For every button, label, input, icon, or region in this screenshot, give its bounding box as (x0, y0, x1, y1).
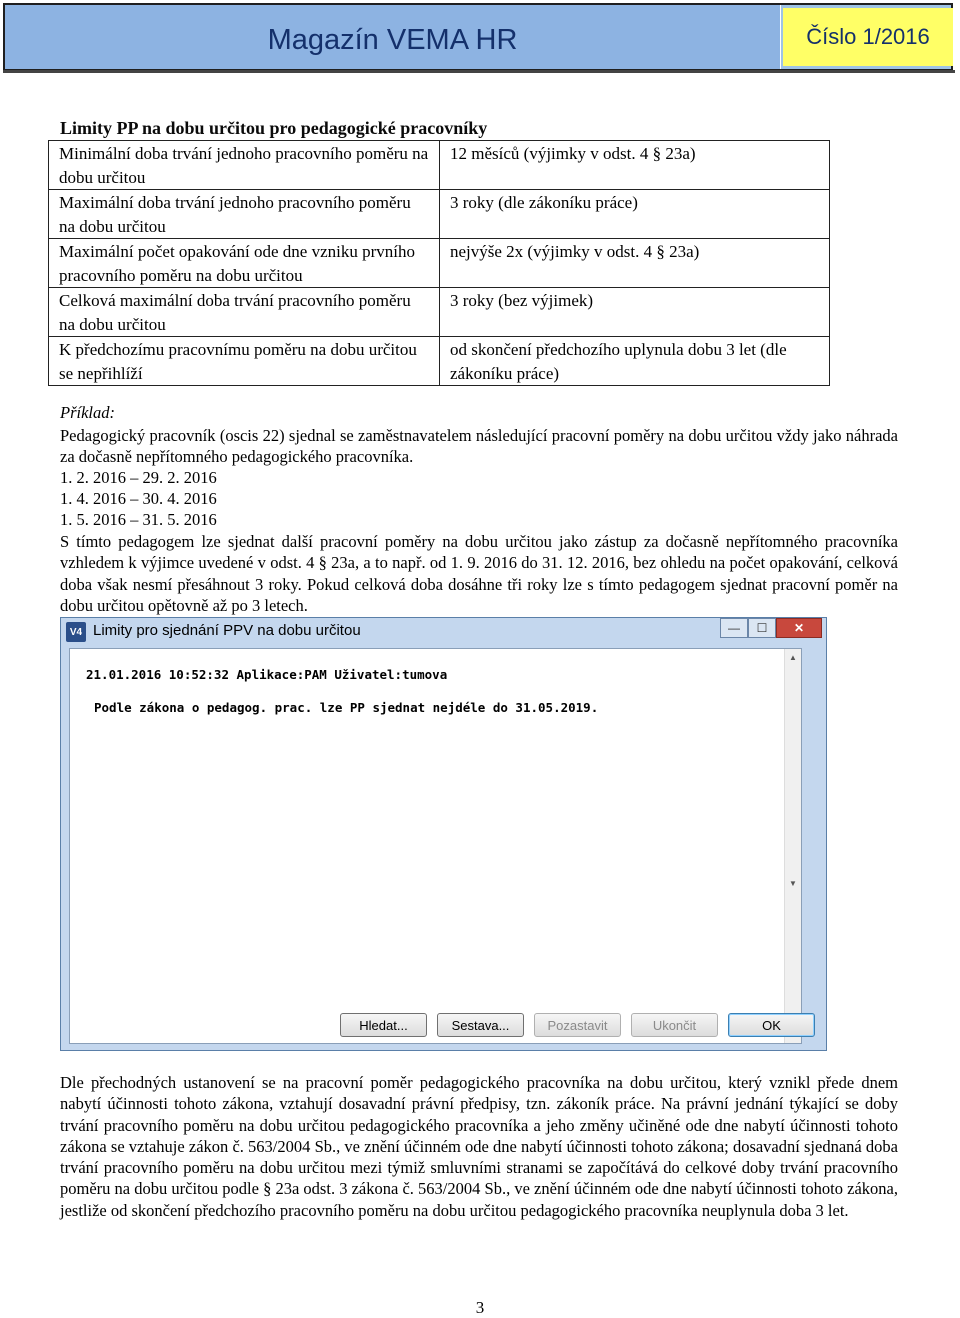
row-value: nejvýše 2x (výjimky v odst. 4 § 23a) (440, 239, 830, 288)
section-heading: Limity PP na dobu určitou pro pedagogické pracovníky (60, 118, 488, 138)
row-label: K předchozímu pracovnímu poměru na dobu určitou se nepřihlíží (49, 337, 440, 386)
limits-dialog (60, 617, 827, 1051)
minimize-button[interactable]: — (720, 618, 748, 638)
row-value: 12 měsíců (výjimky v odst. 4 § 23a) (440, 141, 830, 190)
limits-table (48, 140, 830, 386)
close-button[interactable]: ✕ (776, 618, 822, 638)
dialog-content (69, 648, 802, 1044)
row-label: Maximální počet opakování ode dne vzniku prvního pracovního poměru na dobu určitou (49, 239, 440, 288)
table-row (49, 190, 830, 239)
dialog-titlebar[interactable] (61, 618, 826, 646)
pause-button[interactable]: Pozastavit (534, 1013, 621, 1037)
vertical-scrollbar[interactable] (784, 649, 801, 1043)
row-value: 3 roky (bez výjimek) (440, 288, 830, 337)
table-row (49, 288, 830, 337)
period-line: 1. 2. 2016 – 29. 2. 2016 (60, 468, 217, 487)
row-value: od skončení předchozího uplynula dobu 3 let (dle zákoníku práce) (440, 337, 830, 386)
maximize-button[interactable]: ☐ (748, 618, 776, 638)
table-row (49, 337, 830, 386)
period-line: 1. 5. 2016 – 31. 5. 2016 (60, 510, 217, 529)
ok-button[interactable]: OK (728, 1013, 815, 1037)
find-button[interactable]: Hledat... (340, 1013, 427, 1037)
app-icon: V4 (66, 622, 86, 642)
status-line: 21.01.2016 10:52:32 Aplikace:PAM Uživatel:tumova (86, 667, 448, 682)
dialog-buttons (340, 1013, 815, 1037)
quit-button[interactable]: Ukončit (631, 1013, 718, 1037)
limit-message: Podle zákona o pedagog. prac. lze PP sjednat nejdéle do 31.05.2019. (94, 700, 599, 715)
dialog-title: Limity pro sjednání PPV na dobu určitou (93, 622, 361, 639)
report-button[interactable]: Sestava... (437, 1013, 524, 1037)
header-shadow (3, 70, 955, 73)
magazine-title: Magazín VEMA HR (5, 5, 781, 69)
issue-number: Číslo 1/2016 (783, 8, 953, 66)
scroll-up-icon[interactable]: ▲ (789, 653, 797, 662)
window-controls (720, 618, 822, 638)
page-number: 3 (475, 1298, 485, 1317)
example-intro: Pedagogický pracovník (oscis 22) sjednal se zaměstnavatelem následující pracovní poměry na dobu určitou vždy jako náhrada za dočasně nepřítomného pedagogického pracovníka. (60, 426, 898, 467)
table-row (49, 141, 830, 190)
magazine-header (3, 3, 953, 71)
row-label: Maximální doba trvání jednoho pracovního poměru na dobu určitou (49, 190, 440, 239)
example-conclusion: S tímto pedagogem lze sjednat další pracovní poměry na dobu určitou jako zástup za dočasně nepřítomného pracovníka vzhledem k výjimce uvedené v odst. 4 § 23a, a to např. od 1. 9. 2016 do 31. 12. 2016, bez ohledu na počet opakování, celková doba však nesmí přesáhnout 3 roky. Pokud celková doba dosáhne tři roky lze s tímto pedagogem sjednat pracovní poměr na dobu určitou opětovně až po 3 letech. (60, 532, 898, 615)
closing-paragraph: Dle přechodných ustanovení se na pracovní poměr pedagogického pracovníka na dobu určitou, který vznikl přede dnem nabytí účinnosti tohoto zákona, vztahují dosavadní právní předpisy, tzn. zákoník práce. Na právní jednání týkající se doby trvání pracovního poměru na dobu určitou pedagogického pracovníka a jeho změny učiněné ode dne nabytí účinnosti tohoto zákona se vztahuje zákon č. 563/2004 Sb., ve znění účinném ode dne nabytí účinnosti tohoto zákona; dosavadní sjednaná doba trvání pracovního poměru na dobu určitou mezi týmiž smluvními stranami se započítává do celkové doby trvání pracovního poměru na dobu určitou podle § 23a odst. 3 zákona č. 563/2004 Sb., ve znění účinném ode dne nabytí účinnosti tohoto zákona, jestliže od skončení předchozího pracovního poměru na dobu určitou pedagogického pracovníka neuplynula doba 3 let. (60, 1073, 898, 1220)
table-row (49, 239, 830, 288)
row-label: Minimální doba trvání jednoho pracovního poměru na dobu určitou (49, 141, 440, 190)
row-label: Celková maximální doba trvání pracovního poměru na dobu určitou (49, 288, 440, 337)
scroll-down-icon[interactable]: ▼ (789, 879, 797, 888)
period-line: 1. 4. 2016 – 30. 4. 2016 (60, 489, 217, 508)
row-value: 3 roky (dle zákoníku práce) (440, 190, 830, 239)
example-label: Příklad: (60, 403, 115, 422)
